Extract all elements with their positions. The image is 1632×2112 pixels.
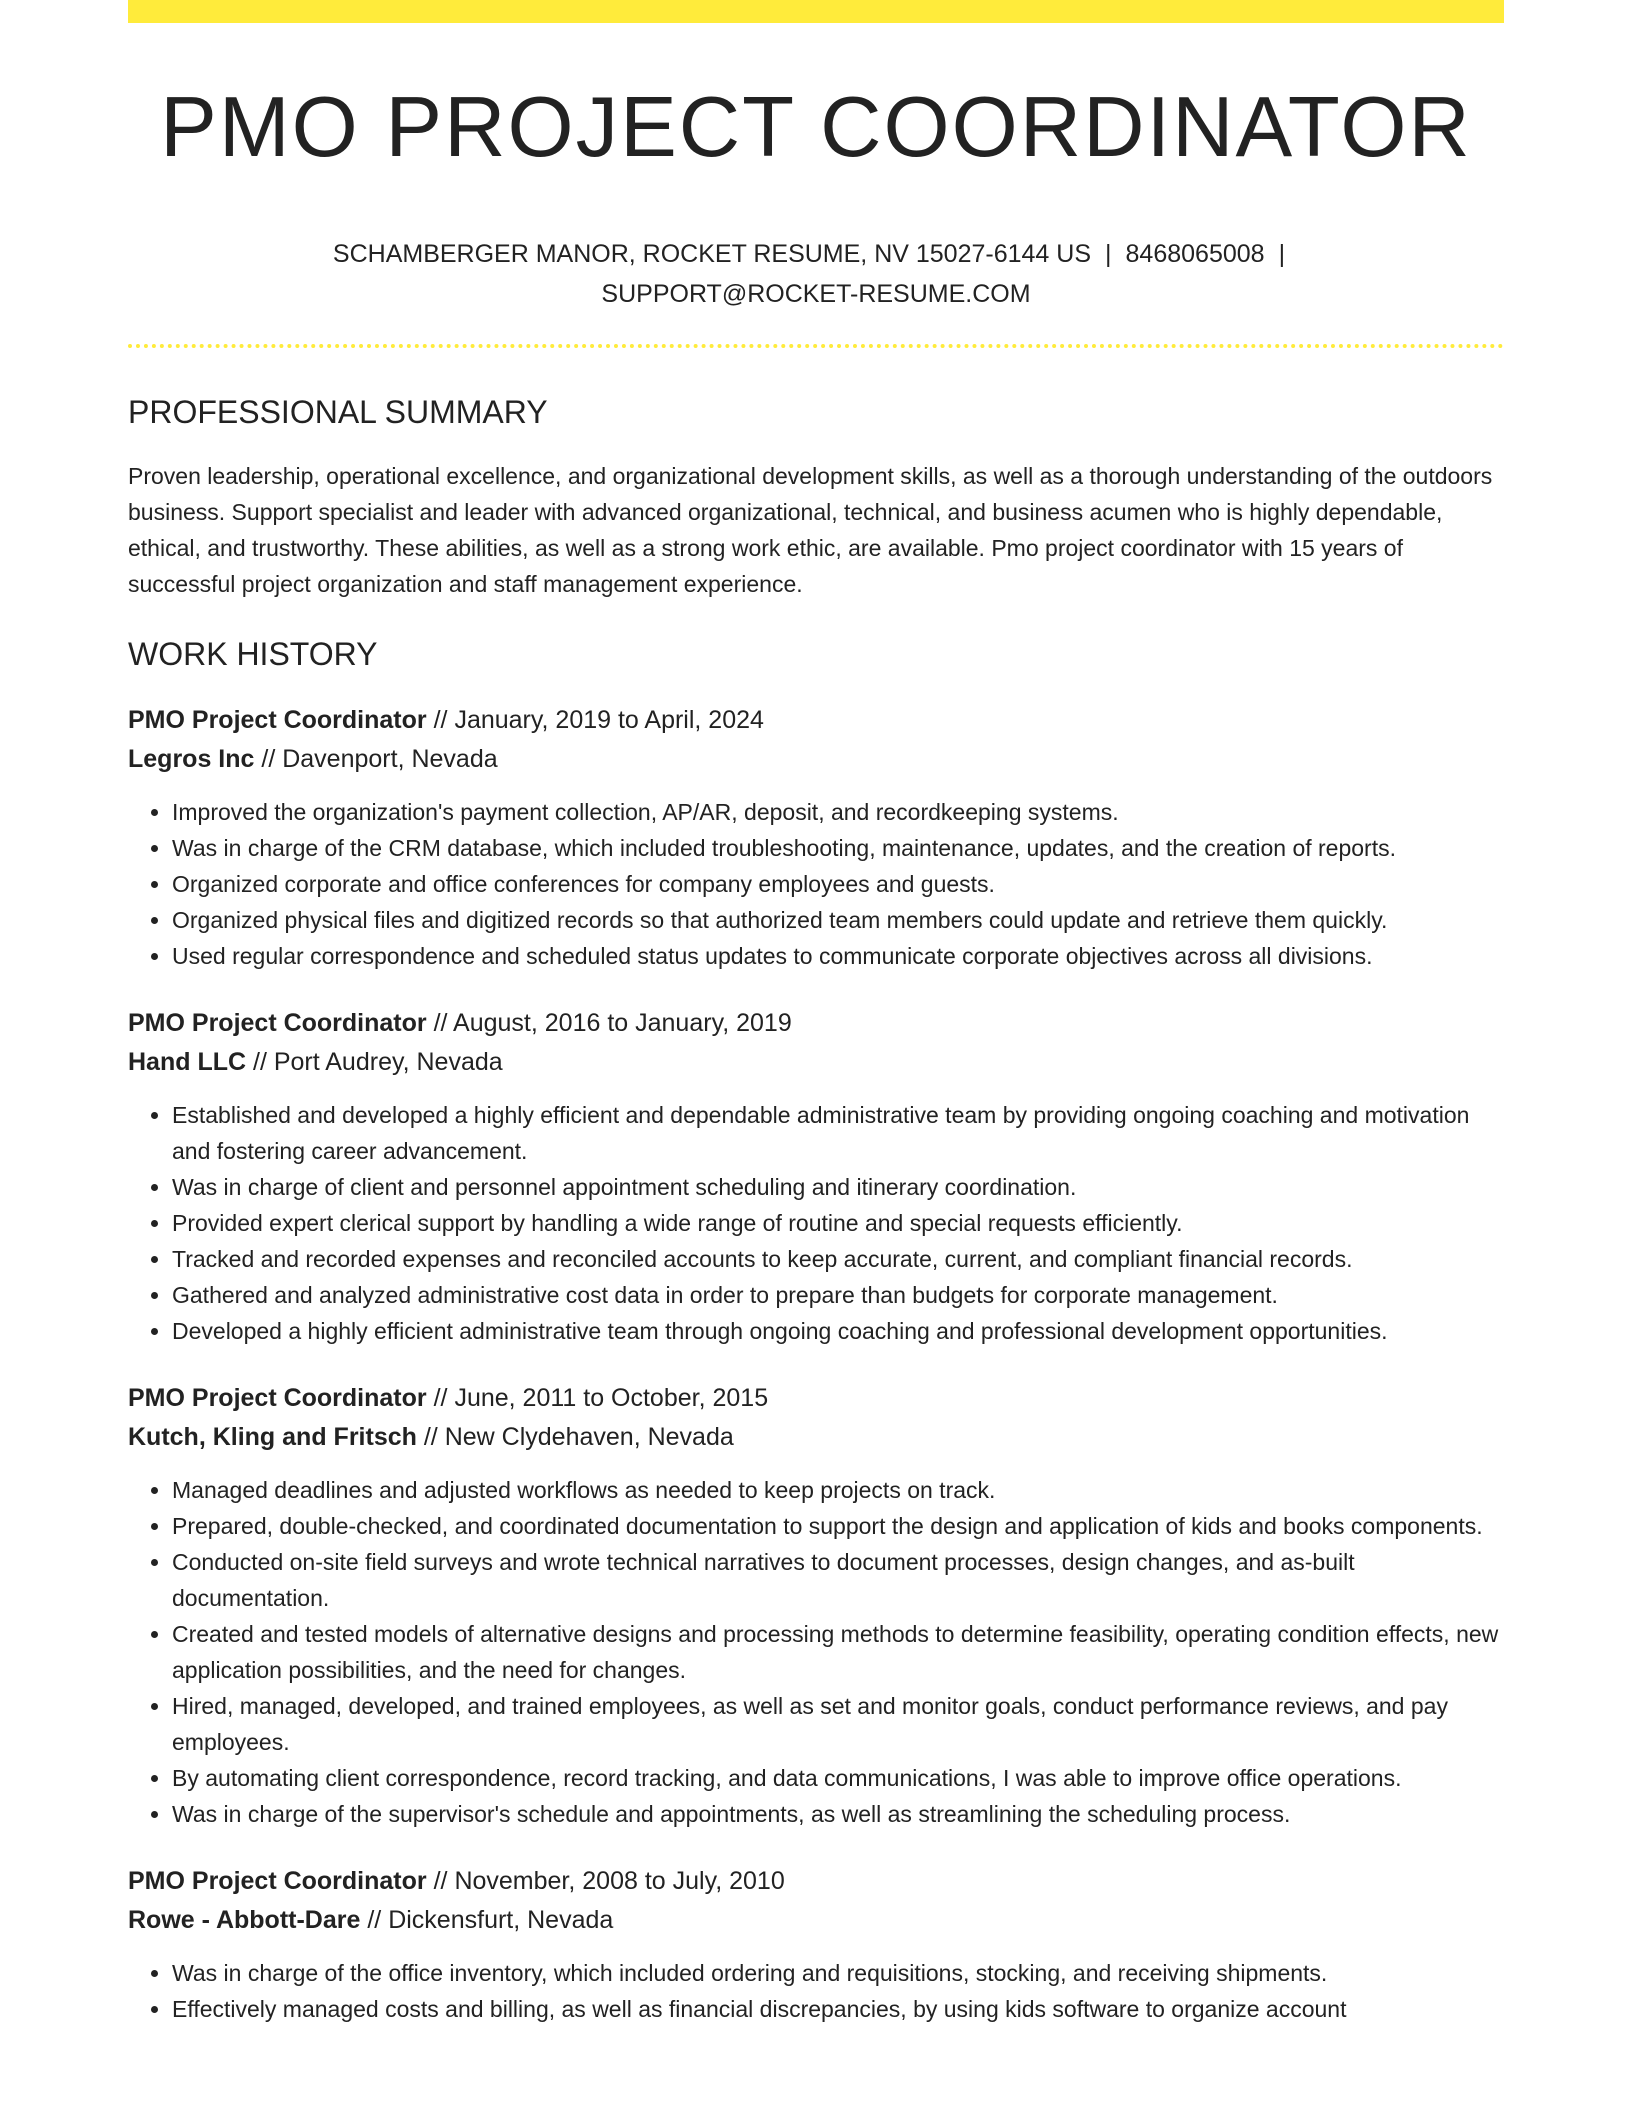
job-dates: June, 2011 to October, 2015: [454, 1384, 769, 1412]
job-spacer: [128, 1349, 1504, 1379]
job-location: Davenport, Nevada: [282, 745, 498, 773]
job-bullet: • Prepared, double-checked, and coordinated documentation to support the design and application of kids and books components.: [172, 1508, 1504, 1544]
job-bullet: • Was in charge of the supervisor's schedule and appointments, as well as streamlining the scheduling process.: [172, 1796, 1504, 1832]
job-company-line: [128, 1901, 1504, 1940]
job-company-line: [128, 1418, 1504, 1457]
job-dates: August, 2016 to January, 2019: [453, 1009, 792, 1037]
job-entry: [128, 701, 1504, 974]
job-location: New Clydehaven, Nevada: [444, 1423, 734, 1451]
job-entry: [128, 1862, 1504, 2027]
divider-mark: //: [426, 1384, 455, 1412]
job-bullet: • Was in charge of the office inventory, which included ordering and requisitions, stocking, and receiving shipments.: [172, 1955, 1504, 1991]
job-title-line: [128, 1004, 1504, 1043]
resume-name: PMO PROJECT COORDINATOR: [160, 80, 1472, 175]
contact-separator: |: [1105, 240, 1112, 268]
work-history-list: [128, 701, 1504, 2027]
job-company: Hand LLC: [128, 1048, 247, 1076]
divider-mark: //: [426, 1867, 455, 1895]
dotted-divider: [128, 344, 1504, 348]
job-bullet: • Was in charge of client and personnel appointment scheduling and itinerary coordination.: [172, 1169, 1504, 1205]
accent-top-bar: [128, 0, 1504, 23]
job-bullet-list: [128, 794, 1504, 974]
job-bullet: • Provided expert clerical support by handling a wide range of routine and special requests efficiently.: [172, 1205, 1504, 1241]
contact-email: SUPPORT@ROCKET-RESUME.COM: [601, 280, 1031, 308]
job-bullet: • Established and developed a highly efficient and dependable administrative team by providing ongoing coaching and motivation and fostering career advancement.: [172, 1097, 1504, 1169]
job-bullet: • Improved the organization's payment collection, AP/AR, deposit, and recordkeeping systems.: [172, 794, 1504, 830]
job-bullet-list: [128, 1097, 1504, 1349]
job-bullet: • Used regular correspondence and scheduled status updates to communicate corporate objectives across all divisions.: [172, 938, 1504, 974]
job-title-line: [128, 1862, 1504, 1901]
job-bullet: • Effectively managed costs and billing, as well as financial discrepancies, by using kids software to organize account: [172, 1991, 1504, 2027]
job-bullet: • Organized physical files and digitized records so that authorized team members could update and retrieve them quickly.: [172, 902, 1504, 938]
job-company-line: [128, 740, 1504, 779]
job-bullet-list: [128, 1472, 1504, 1832]
contact-info: [311, 234, 1321, 314]
job-title: PMO Project Coordinator: [128, 1009, 427, 1037]
job-dates: November, 2008 to July, 2010: [454, 1867, 785, 1895]
divider-mark: //: [254, 745, 283, 773]
job-dates: January, 2019 to April, 2024: [454, 706, 764, 734]
job-company: Kutch, Kling and Fritsch: [128, 1423, 417, 1451]
job-title-line: [128, 701, 1504, 740]
job-bullet: • Was in charge of the CRM database, which included troubleshooting, maintenance, updates, and the creation of reports.: [172, 830, 1504, 866]
job-bullet: • Organized corporate and office conferences for company employees and guests.: [172, 866, 1504, 902]
divider-mark: //: [426, 706, 455, 734]
contact-separator: |: [1278, 240, 1286, 268]
job-bullet: • Managed deadlines and adjusted workflows as needed to keep projects on track.: [172, 1472, 1504, 1508]
job-bullet: • Developed a highly efficient administrative team through ongoing coaching and professional development opportunities.: [172, 1313, 1504, 1349]
job-entry: [128, 1379, 1504, 1832]
job-company-line: [128, 1043, 1504, 1082]
job-company: Legros Inc: [128, 745, 255, 773]
job-company: Rowe - Abbott-Dare: [128, 1906, 361, 1934]
job-spacer: [128, 974, 1504, 1004]
job-title-line: [128, 1379, 1504, 1418]
work-history-heading: WORK HISTORY: [128, 636, 378, 672]
contact-address: SCHAMBERGER MANOR, ROCKET RESUME, NV 15027-6144 US: [332, 240, 1092, 268]
summary-heading: PROFESSIONAL SUMMARY: [128, 394, 548, 430]
divider-mark: //: [426, 1009, 454, 1037]
job-bullet: • By automating client correspondence, record tracking, and data communications, I was able to improve office operations.: [172, 1760, 1504, 1796]
job-spacer: [128, 1832, 1504, 1862]
job-location: Port Audrey, Nevada: [273, 1048, 503, 1076]
contact-phone: 8468065008: [1125, 240, 1265, 268]
job-bullet: • Hired, managed, developed, and trained employees, as well as set and monitor goals, conduct performance reviews, and pay employees.: [172, 1688, 1504, 1760]
divider-mark: //: [416, 1423, 445, 1451]
job-entry: [128, 1004, 1504, 1349]
job-title: PMO Project Coordinator: [128, 1867, 427, 1895]
summary-text: Proven leadership, operational excellence, and organizational development skills, as well as a thorough understanding of the outdoors business. Support specialist and leader with advanced organizational, technical, and business acumen who is highly dependable, ethical, and trustworthy. These abilities, as well as a strong work ethic, are available. Pmo project coordinator with 15 years of successful project organization and staff management experience.: [128, 463, 1493, 597]
job-bullet-list: [128, 1955, 1504, 2027]
divider-mark: //: [246, 1048, 274, 1076]
job-location: Dickensfurt, Nevada: [388, 1906, 614, 1934]
job-title: PMO Project Coordinator: [128, 1384, 427, 1412]
job-bullet: • Gathered and analyzed administrative cost data in order to prepare than budgets for corporate management.: [172, 1277, 1504, 1313]
divider-mark: //: [360, 1906, 389, 1934]
resume-page: [128, 0, 1504, 2027]
job-bullet: • Created and tested models of alternative designs and processing methods to determine feasibility, operating condition effects, new application possibilities, and the need for changes.: [172, 1616, 1504, 1688]
job-bullet: • Tracked and recorded expenses and reconciled accounts to keep accurate, current, and compliant financial records.: [172, 1241, 1504, 1277]
job-title: PMO Project Coordinator: [128, 706, 427, 734]
job-bullet: • Conducted on-site field surveys and wrote technical narratives to document processes, design changes, and as-built documentation.: [172, 1544, 1504, 1616]
